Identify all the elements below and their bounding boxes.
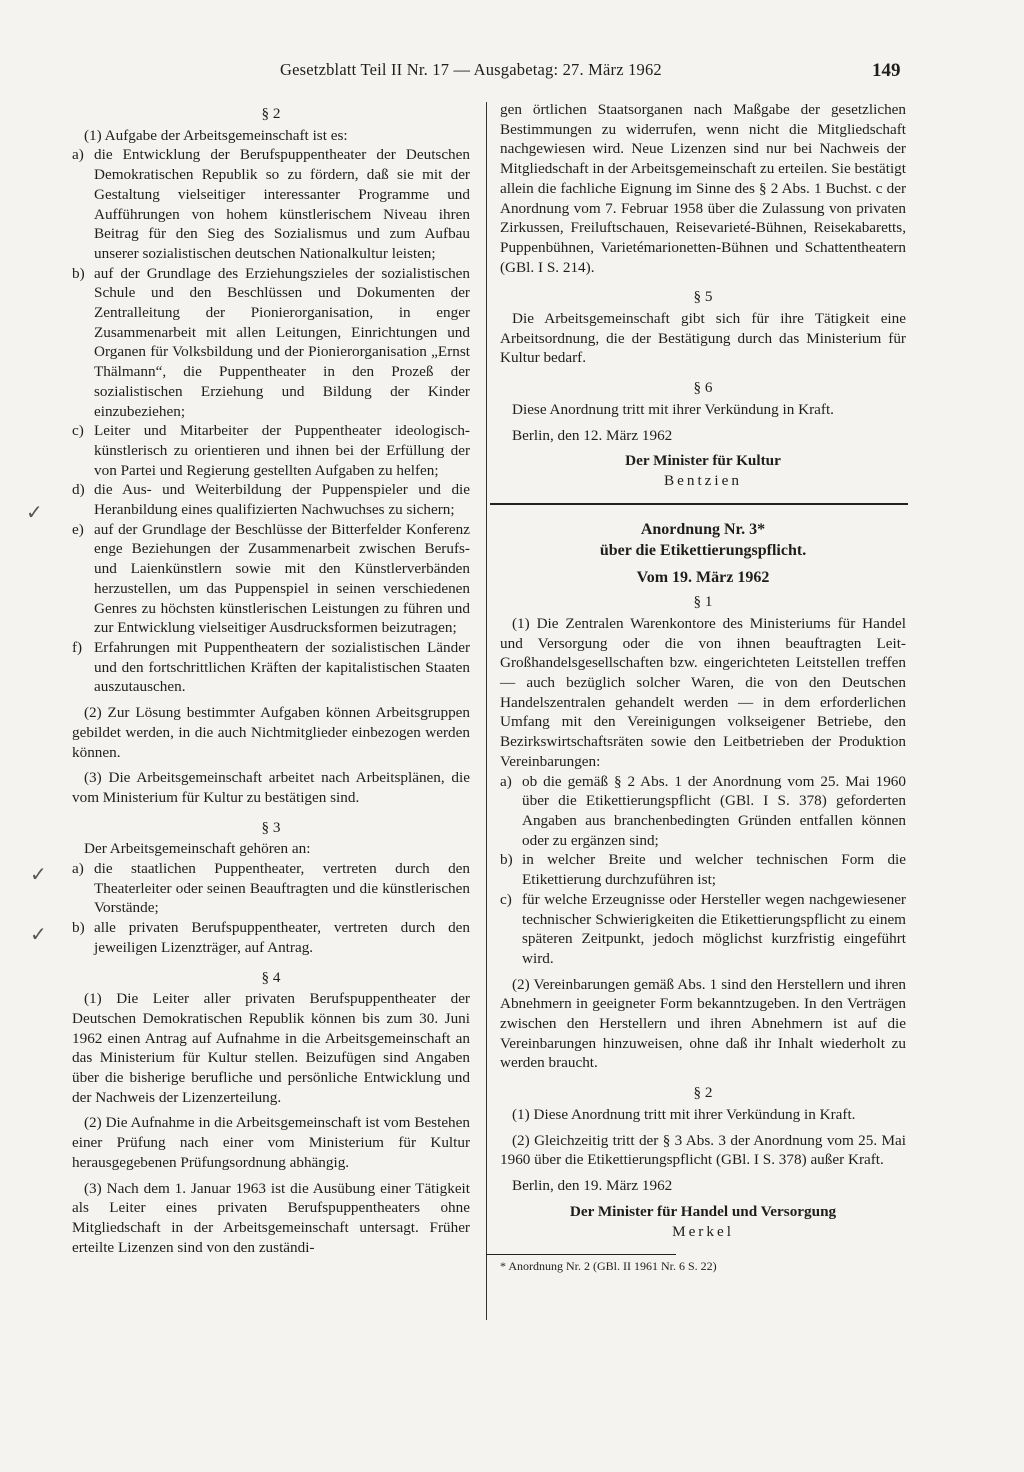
section-4-paragraph-1: (1) Die Leiter aller privaten Berufspuppentheater der Deutschen Demokratischen Republik können bis zum 30. Juni 1962 einen Antrag auf Aufnahme in die Arbeitsgemeinschaft an das Ministerium für Kultur stellen. Beizufügen sind Angaben über die bisherige berufliche und persönliche Entwicklung und der Nachweis der Lizenzerteilung. <box>72 990 470 1106</box>
list-item-text: auf der Grundlage des Erziehungszieles der sozialistischen Schule und den Beschlüssen und Dokumenten der Zentralleitung der Pionierorganisation, in enger Zusammenarbeit mit allen Leitungen, Einrichtungen und Organen für Volksbildung und der Pionierorganisation „Ernst Thälmann“, die Puppentheater in den Prozeß der sozialistischen Erziehung und Bildung der Kinder einzubeziehen; <box>94 264 470 420</box>
margin-check-mark: ✓ <box>30 924 47 946</box>
right-column <box>500 100 906 1274</box>
ordinance-section-2-paragraph-2: (2) Gleichzeitig tritt der § 3 Abs. 3 der Anordnung vom 25. Mai 1960 über die Etikettierungspflicht (GBl. I S. 378) außer Kraft. <box>500 1131 906 1169</box>
margin-check-mark: ✓ <box>26 502 43 524</box>
list-item-text: die Entwicklung der Berufspuppentheater der Deutschen Demokratischen Republik so zu fördern, daß sie mit der Gestaltung vielseitiger interessanter Programme und Aufführungen von hohem künstlerischem Niveau ihren Beitrag für den Sieg des Sozialismus und zum Aufbau unserer sozialistischen deutschen Nationalkultur leisten; <box>94 146 470 262</box>
list-item-label: a) <box>500 772 512 790</box>
section-6-heading: § 6 <box>693 379 713 397</box>
footnote-rule <box>486 1254 676 1255</box>
ordinance-section-2-heading: § 2 <box>693 1084 713 1102</box>
list-item-label: c) <box>72 422 84 440</box>
list-item <box>72 421 470 480</box>
list-item-text: auf der Grundlage der Beschlüsse der Bitterfelder Konferenz enge Beziehungen der Zusammenarbeit zwischen Berufs- und Laienkünstlern sowie mit den Künstlerverbänden herzustellen, um das Puppenspiel in seinen verschiedenen Genres zu höchsten künstlerischen Leistungen zu führen und zur Entwicklung vielseitiger Ausdrucksformen beizutragen; <box>94 520 470 637</box>
ordinance-section-1-paragraph-2: (2) Vereinbarungen gemäß Abs. 1 sind den Herstellern und ihren Abnehmern in geeigneter Form bekanntzugeben. In den Verträgen zwischen den Herstellern und ihren Abnehmern ist auf die Vereinbarungen hinzuweisen, ohne daß ihr Inhalt wiederholt zu werden braucht. <box>500 975 906 1072</box>
section-2-paragraph-3: (3) Die Arbeitsgemeinschaft arbeitet nach Arbeitsplänen, die vom Ministerium für Kultur zu bestätigen sind. <box>72 769 470 806</box>
minister-name: Merkel <box>672 1222 734 1240</box>
place-date: Berlin, den 12. März 1962 <box>512 426 673 444</box>
header-title: Gesetzblatt Teil II Nr. 17 — Ausgabetag: 27. März 1962 <box>280 60 662 79</box>
list-item-label: a) <box>72 860 84 878</box>
section-4-paragraph-3: (3) Nach dem 1. Januar 1963 ist die Ausübung einer Tätigkeit als Leiter eines privaten Berufspuppentheaters ohne Mitgliedschaft in der Arbeitsgemeinschaft untersagt. Früher erteilte Lizenzen sind von den zuständi- <box>72 1179 470 1256</box>
list-item-text: Erfahrungen mit Puppentheatern der sozialistischen Länder und den fortschrittlichen Kräften der kapitalistischen Staaten auszutauschen. <box>94 638 470 696</box>
list-item-text: für welche Erzeugnisse oder Hersteller wegen nachgewiesener technischer Schwierigkeiten die Etikettierungspflicht zu einem späteren Zeitpunkt, jedoch möglichst kurzfristig eingeführt wird. <box>522 890 906 967</box>
list-item-label: d) <box>72 481 85 499</box>
ordinance-title: Anordnung Nr. 3* <box>640 521 766 539</box>
list-item <box>500 772 906 851</box>
continued-paragraph: gen örtlichen Staatsorganen nach Maßgabe der gesetzlichen Bestimmungen zu widerrufen, wenn nicht die Mitgliedschaft nachgewiesen wird. Neue Lizenzen sind nur bei Nachweis der Mitgliedschaft in der Arbeitsgemeinschaft zu erteilen. Sie bestätigt allein die fachliche Eignung im Sinne des § 2 Abs. 1 Buchst. c der Anordnung vom 7. Februar 1958 über die Zulassung von privaten Zirkussen, Freiluftschauen, Reisevarieté-Bühnen, Reisekabaretts, Puppenbühnen, Varietémarionetten-Bühnen und Schattentheatern (GBl. I S. 214). <box>500 101 906 276</box>
list-item <box>72 145 470 263</box>
section-4-paragraph-2: (2) Die Aufnahme in die Arbeitsgemeinschaft ist vom Bestehen einer Prüfung nach einer vom Ministerium für Kultur herausgegebenen Prüfungsordnung abhängig. <box>72 1114 470 1171</box>
margin-check-mark: ✓ <box>30 864 47 886</box>
list-item <box>72 264 470 422</box>
left-column <box>72 100 470 1257</box>
list-item <box>72 638 470 697</box>
section-2-heading: § 2 <box>261 105 281 122</box>
ordinance-section-1-paragraph-1: (1) Die Zentralen Warenkontore des Ministeriums für Handel und Versorgung oder die von ihnen beauftragten Leit-Großhandelsgesellschaften bzw. eingerichteten Leitstellen treffen — auch bezüglich solcher Waren, die von den Deutschen Handelszentralen gehandelt werden — in dem erforderlichen Umfang mit den Vereinigungen volkseigener Betriebe, den Bezirkswirtschaftsräten sowie den Leitbetrieben der Produktion Vereinbarungen: <box>500 614 906 770</box>
list-item-label: b) <box>72 919 85 937</box>
list-item-text: alle privaten Berufspuppentheater, vertreten durch den jeweiligen Lizenzträger, auf Antrag. <box>94 919 470 956</box>
minister-title: Der Minister für Kultur <box>625 452 781 470</box>
list-item-label: f) <box>72 638 83 656</box>
ordinance-section-2-paragraph-1: (1) Diese Anordnung tritt mit ihrer Verkündung in Kraft. <box>512 1105 856 1123</box>
list-item <box>72 859 470 918</box>
list-item-label: c) <box>500 890 512 908</box>
list-item-text: Leiter und Mitarbeiter der Puppentheater ideologisch-künstlerisch zu orientieren und ihnen bei der Erfüllung der von Partei und Regierung gestellten Aufgaben zu helfen; <box>94 422 470 479</box>
section-3-intro: Der Arbeitsgemeinschaft gehören an: <box>84 840 311 858</box>
section-5-paragraph: Die Arbeitsgemeinschaft gibt sich für ihre Tätigkeit eine Arbeitsordnung, die der Bestätigung durch das Ministerium für Kultur bedarf. <box>500 310 906 367</box>
page-header <box>0 60 1024 96</box>
section-2-intro: (1) Aufgabe der Arbeitsgemeinschaft ist es: <box>84 126 348 144</box>
column-divider <box>486 102 487 1320</box>
section-3-heading: § 3 <box>261 818 281 836</box>
list-item <box>72 918 470 957</box>
section-4-heading: § 4 <box>261 968 281 986</box>
section-6-paragraph: Diese Anordnung tritt mit ihrer Verkündung in Kraft. <box>512 400 834 418</box>
ordinance-date: Vom 19. März 1962 <box>636 569 770 587</box>
list-item-label: a) <box>72 146 84 164</box>
ordinance-subtitle: über die Etikettierungspflicht. <box>599 542 807 560</box>
section-2-paragraph-2: (2) Zur Lösung bestimmter Aufgaben können Arbeitsgruppen gebildet werden, in die auch Nichtmitglieder einbezogen werden können. <box>72 704 470 761</box>
list-item <box>500 850 906 889</box>
section-divider <box>490 503 908 505</box>
list-item-text: in welcher Breite und welcher technischen Form die Etikettierung durchzuführen ist; <box>522 851 906 889</box>
ordinance-section-1-heading: § 1 <box>693 593 713 611</box>
place-date: Berlin, den 19. März 1962 <box>512 1176 673 1194</box>
list-item-label: b) <box>500 851 513 869</box>
footnote: * Anordnung Nr. 2 (GBl. II 1961 Nr. 6 S. 22) <box>500 1258 717 1273</box>
list-item <box>500 890 906 969</box>
list-item <box>72 520 470 638</box>
list-item-label: e) <box>72 520 84 538</box>
list-item <box>72 480 470 519</box>
minister-name: Bentzien <box>664 472 742 490</box>
minister-title: Der Minister für Handel und Versorgung <box>569 1202 837 1220</box>
list-item-text: ob die gemäß § 2 Abs. 1 der Anordnung vom 25. Mai 1960 über die Etikettierungspflicht (GBl. I S. 378) geforderten Angaben aus branchenbedingten Gründen entfallen können oder zu ergänzen sind; <box>522 772 906 849</box>
list-item-text: die staatlichen Puppentheater, vertreten durch den Theaterleiter oder seinen Beauftragten und die künstlerischen Vorstände; <box>94 860 470 917</box>
page-number: 149 <box>872 60 901 81</box>
list-item-label: b) <box>72 264 85 282</box>
list-item-text: die Aus- und Weiterbildung der Puppenspieler und die Heranbildung eines qualifizierten Nachwuchses zu sichern; <box>94 481 470 519</box>
section-5-heading: § 5 <box>693 288 713 306</box>
